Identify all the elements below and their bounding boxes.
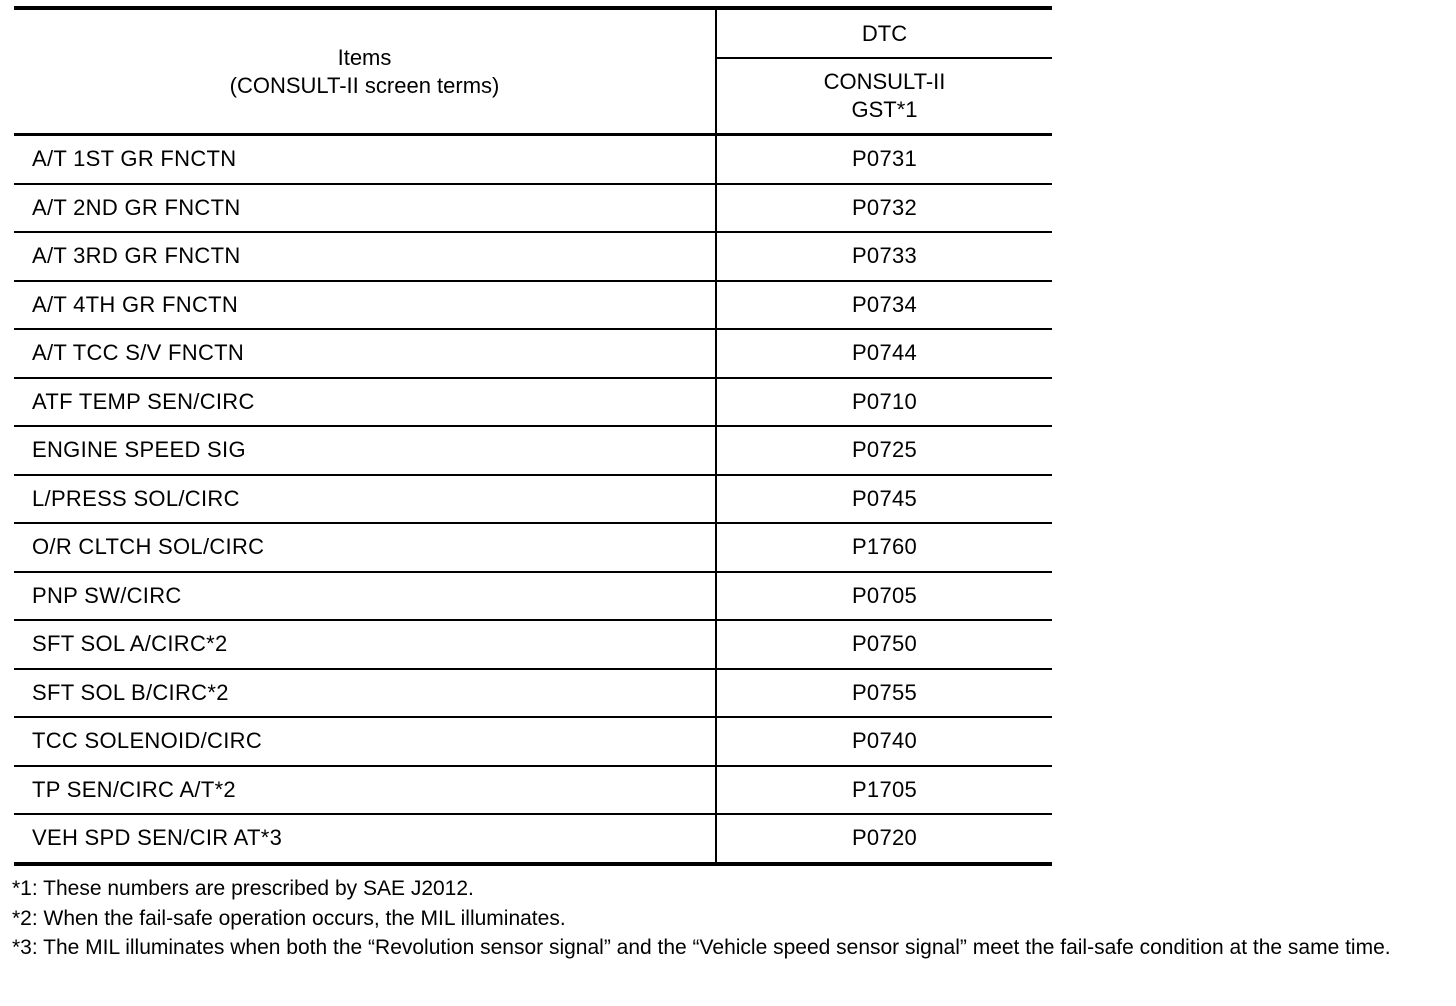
dtc-code-cell: P0720 bbox=[851, 825, 918, 851]
table-row bbox=[14, 426, 1052, 475]
table-row bbox=[14, 329, 1052, 378]
dtc-code-cell: P0725 bbox=[716, 426, 1052, 475]
dtc-code-cell: P0744 bbox=[716, 329, 1052, 378]
table-row bbox=[14, 523, 1052, 572]
items-column-header bbox=[14, 8, 716, 135]
table-row bbox=[14, 766, 1052, 815]
dtc-column-header: DTC bbox=[716, 8, 1052, 58]
items-header-title: Items bbox=[337, 44, 392, 70]
table-row bbox=[14, 475, 1052, 524]
dtc-code-cell: P0731 bbox=[716, 135, 1052, 184]
table-row bbox=[14, 184, 1052, 233]
dtc-code-cell: P0733 bbox=[716, 232, 1052, 281]
dtc-table bbox=[14, 6, 1052, 866]
item-cell: A/T 1ST GR FNCTN bbox=[14, 135, 716, 184]
dtc-code-cell: P0740 bbox=[716, 717, 1052, 766]
item-cell: TP SEN/CIRC A/T*2 bbox=[14, 766, 716, 815]
table-row bbox=[14, 135, 1052, 184]
item-cell: A/T TCC S/V FNCTN bbox=[14, 329, 716, 378]
item-cell: A/T 2ND GR FNCTN bbox=[14, 184, 716, 233]
consult-subheader-line1: CONSULT-II bbox=[823, 69, 946, 94]
consult-subheader-line2: GST*1 bbox=[851, 97, 918, 122]
table-row bbox=[14, 814, 1052, 864]
footnote-2: *2: When the fail-safe operation occurs, the MIL illuminates. bbox=[12, 907, 566, 930]
item-cell: A/T 4TH GR FNCTN bbox=[14, 281, 716, 330]
dtc-code-cell: P0750 bbox=[716, 620, 1052, 669]
item-cell: ENGINE SPEED SIG bbox=[14, 426, 716, 475]
table-row bbox=[14, 572, 1052, 621]
footnote-3: *3: The MIL illuminates when both the “Revolution sensor signal” and the “Vehicle speed sensor signal” meet the fail-safe condition at the same time. bbox=[12, 936, 1391, 959]
table-row bbox=[14, 620, 1052, 669]
footnote-1: *1: These numbers are prescribed by SAE J2012. bbox=[12, 877, 474, 900]
dtc-code-cell: P0710 bbox=[716, 378, 1052, 427]
item-cell: PNP SW/CIRC bbox=[14, 572, 716, 621]
table-row bbox=[14, 669, 1052, 718]
item-cell: SFT SOL A/CIRC*2 bbox=[14, 620, 716, 669]
dtc-code-cell: P1705 bbox=[716, 766, 1052, 815]
table-row bbox=[14, 717, 1052, 766]
dtc-code-cell: P0732 bbox=[716, 184, 1052, 233]
item-cell: ATF TEMP SEN/CIRC bbox=[14, 378, 716, 427]
table-row bbox=[14, 378, 1052, 427]
item-cell: L/PRESS SOL/CIRC bbox=[14, 475, 716, 524]
table-header bbox=[14, 8, 1052, 135]
item-cell: VEH SPD SEN/CIR AT*3 bbox=[14, 814, 716, 864]
items-header-subtitle: (CONSULT-II screen terms) bbox=[229, 72, 500, 98]
dtc-code-cell: P0734 bbox=[716, 281, 1052, 330]
consult-subheader bbox=[716, 58, 1052, 135]
item-cell: SFT SOL B/CIRC*2 bbox=[14, 669, 716, 718]
table-row bbox=[14, 232, 1052, 281]
table-body bbox=[14, 135, 1052, 864]
item-cell: O/R CLTCH SOL/CIRC bbox=[14, 523, 716, 572]
item-cell: TCC SOLENOID/CIRC bbox=[14, 717, 716, 766]
dtc-code-cell: P1760 bbox=[716, 523, 1052, 572]
table-row bbox=[14, 281, 1052, 330]
footnotes bbox=[12, 874, 1442, 960]
dtc-code-cell: P0745 bbox=[716, 475, 1052, 524]
dtc-code-cell: P0705 bbox=[716, 572, 1052, 621]
item-cell: A/T 3RD GR FNCTN bbox=[14, 232, 716, 281]
dtc-code-cell: P0755 bbox=[716, 669, 1052, 718]
